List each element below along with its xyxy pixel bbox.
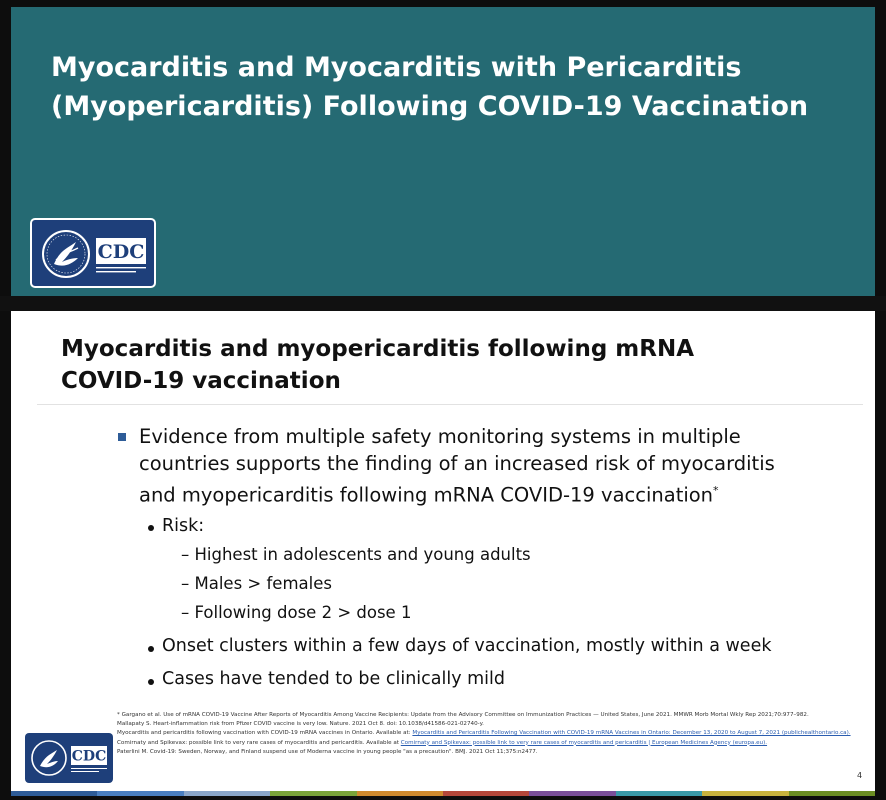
- slide-title-line-1: Myocarditis and Myocarditis with Pericarditis: [51, 52, 742, 83]
- color-stripe-segment: [616, 791, 702, 796]
- color-stripe-segment: [97, 791, 183, 796]
- round-bullet-icon: [148, 525, 154, 531]
- color-stripe-segment: [357, 791, 443, 796]
- footnote-marker: *: [713, 484, 719, 497]
- slide-title: [51, 48, 871, 126]
- main-bullet-line-3: and myopericarditis following mRNA COVID-19 vaccination: [139, 483, 714, 507]
- risk-label: Risk:: [162, 516, 205, 536]
- title-divider: [37, 404, 863, 405]
- footnote-text: Comirnaty and Spikevax: possible link to very rare cases of myocarditis and pericarditis. Available at: [117, 739, 401, 746]
- color-stripe-segment: [11, 791, 97, 796]
- onset-bullet: Onset clusters within a few days of vaccination, mostly within a week: [162, 636, 772, 656]
- hhs-seal-icon: [32, 220, 154, 286]
- main-bullet-text: [139, 423, 859, 509]
- round-bullet-icon: [148, 646, 154, 652]
- color-stripe-segment: [789, 791, 875, 796]
- dash-icon: –: [181, 574, 190, 593]
- risk-item: [181, 572, 332, 596]
- content-title-line-1: Myocarditis and myopericarditis following mRNA: [61, 336, 695, 362]
- dash-icon: –: [181, 545, 190, 564]
- main-bullet-line-2: countries supports the finding of an increased risk of myocarditis: [139, 452, 775, 475]
- color-stripe-segment: [529, 791, 615, 796]
- color-stripe-segment: [702, 791, 788, 796]
- footnote: Paterlini M. Covid-19: Sweden, Norway, and Finland suspend use of Moderna vaccine in young people "as a precaution". BMJ. 2021 Oct 11;375:n2477.: [117, 748, 538, 755]
- slide-gap: [0, 296, 886, 311]
- cdc-logo-text: CDC: [71, 748, 107, 765]
- footnotes: [117, 711, 857, 757]
- risk-item: [181, 601, 411, 625]
- hhs-seal-icon: [25, 733, 113, 783]
- risk-item-text: Following dose 2 > dose 1: [194, 603, 412, 622]
- footnote: [117, 739, 857, 748]
- footnote-link-ema[interactable]: Comirnaty and Spikevax: possible link to very rare cases of myocarditis and pericarditis | European Medicines Agency (europa.eu).: [400, 739, 768, 746]
- footnote: Mallapaty S. Heart-inflammation risk from Pfizer COVID vaccine is very low. Nature. 2021 Oct 8. doi: 10.1038/d41586-021-02740-y.: [117, 721, 484, 728]
- round-bullet-icon: [148, 679, 154, 685]
- mild-bullet: Cases have tended to be clinically mild: [162, 669, 506, 689]
- risk-item: [181, 543, 531, 567]
- color-stripe-segment: [443, 791, 529, 796]
- dash-icon: –: [181, 603, 190, 622]
- content-slide-title: [61, 333, 761, 397]
- square-bullet-icon: [118, 433, 126, 441]
- color-stripe: [11, 791, 875, 796]
- cdc-logo-text: CDC: [97, 241, 145, 263]
- color-stripe-segment: [184, 791, 270, 796]
- footnote-text: Myocarditis and pericarditis following vaccination with COVID-19 mRNA vaccines in Ontario. Available at:: [117, 730, 413, 737]
- slide-title-line-2: (Myopericarditis) Following COVID-19 Vaccination: [51, 91, 809, 122]
- cdc-logo: [30, 218, 156, 288]
- title-slide: [11, 7, 875, 296]
- main-bullet-line-1: Evidence from multiple safety monitoring systems in multiple: [139, 425, 741, 448]
- risk-item-text: Highest in adolescents and young adults: [194, 545, 531, 564]
- footnote: [117, 729, 857, 738]
- cdc-logo-small: [25, 733, 113, 783]
- footnote: * Gargano et al. Use of mRNA COVID-19 Vaccine After Reports of Myocarditis Among Vaccine Recipients: Update from the Advisory Committee on Immunization Practices — United States, June 2021. MMWR Morb Mortal Wkly Rep 2021;70:977–982.: [117, 712, 809, 718]
- footnote-link-ontario[interactable]: Myocarditis and Pericarditis Following Vaccination with COVID-19 mRNA Vaccines in Ontario: December 13, 2020 to August 7, 2021 (publichealthontario.ca).: [412, 730, 851, 737]
- content-slide: [11, 311, 875, 796]
- color-stripe-segment: [270, 791, 356, 796]
- page-number: 4: [857, 771, 863, 780]
- risk-item-text: Males > females: [194, 574, 332, 593]
- content-title-line-2: COVID-19 vaccination: [61, 368, 341, 394]
